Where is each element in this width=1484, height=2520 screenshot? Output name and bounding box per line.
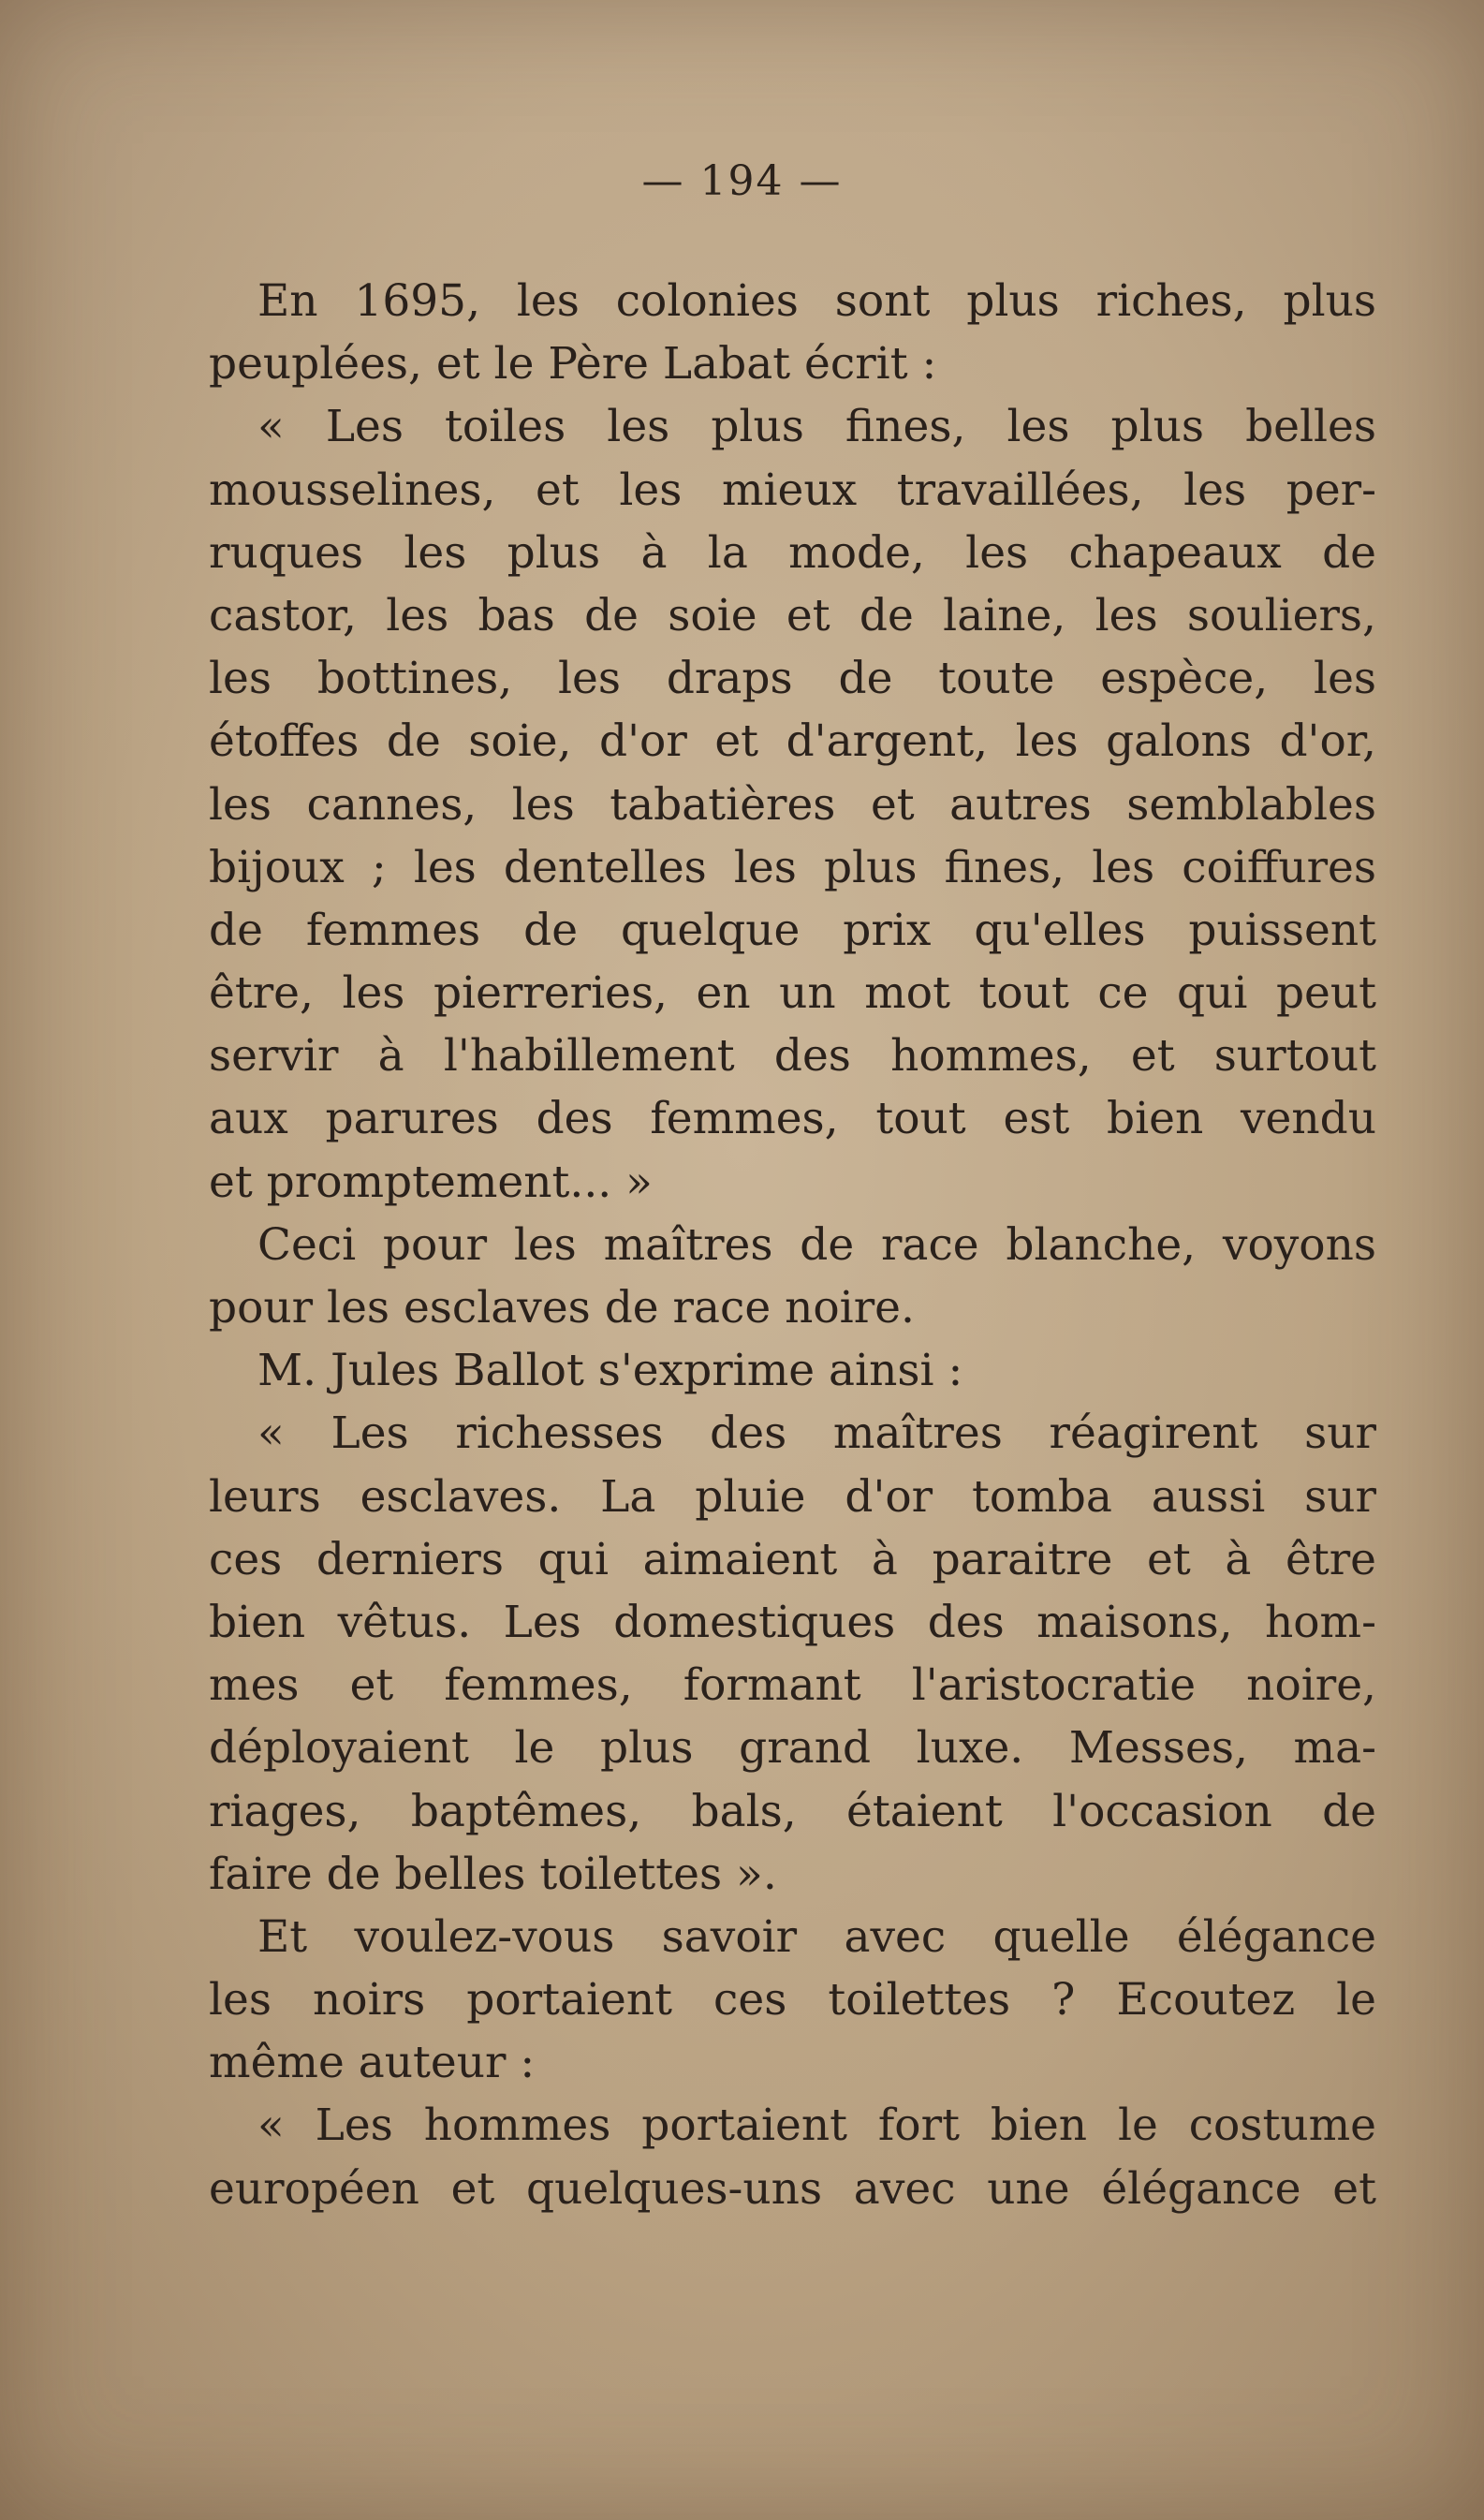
text-line: ces derniers qui aimaient à paraitre et à être [209,1533,1376,1585]
text-line: déployaient le plus grand luxe. Messes, ma- [209,1722,1376,1775]
text-line: Ceci pour les maîtres de race blanche, voyons [257,1218,1376,1271]
text-line: de femmes de quelque prix qu'elles puissent [209,904,1376,956]
text-line: peuplées, et le Père Labat écrit : [209,338,937,391]
text-line: bijoux ; les dentelles les plus fines, les coiffures [209,841,1376,893]
text-line: pour les esclaves de race noire. [209,1282,915,1334]
text-line: « Les toiles les plus fines, les plus belles [257,401,1376,453]
text-line: même auteur : [209,2037,536,2089]
text-line: mes et femmes, formant l'aristocratie noire, [209,1659,1376,1712]
text-line: En 1695, les colonies sont plus riches, plus [257,275,1376,327]
text-line: européen et quelques-uns avec une élégance et [209,2162,1376,2215]
text-line: et promptement... » [209,1156,653,1208]
text-line: les cannes, les tabatières et autres semblables [209,778,1376,831]
text-line: ruques les plus à la mode, les chapeaux de [209,526,1376,579]
text-line: mousselines, et les mieux travaillées, les per- [209,464,1376,516]
text-line: « Les hommes portaient fort bien le costume [257,2100,1376,2152]
body-text [209,270,1376,2220]
text-line: riages, baptêmes, bals, étaient l'occasion de [209,1785,1376,1837]
text-line: castor, les bas de soie et de laine, les souliers, [209,589,1376,641]
text-line: leurs esclaves. La pluie d'or tomba aussi sur [209,1470,1376,1523]
text-line: bien vêtus. Les domestiques des maisons, hom- [209,1596,1376,1648]
page-number: — 194 — [641,157,843,205]
text-line: « Les richesses des maîtres réagirent sur [257,1407,1376,1460]
text-line: faire de belles toilettes ». [209,1848,777,1900]
text-line: aux parures des femmes, tout est bien vendu [209,1093,1376,1145]
text-line: Et voulez-vous savoir avec quelle élégance [257,1910,1376,1963]
text-line: être, les pierreries, en un mot tout ce qui peut [209,967,1376,1020]
text-line: les noirs portaient ces toilettes ? Ecoutez le [209,1974,1376,2026]
text-line: les bottines, les draps de toute espèce, les [209,653,1376,705]
text-line: servir à l'habillement des hommes, et surtout [209,1030,1376,1083]
text-line: étoffes de soie, d'or et d'argent, les galons d'or, [209,715,1376,768]
text-line: M. Jules Ballot s'exprime ainsi : [257,1345,963,1397]
